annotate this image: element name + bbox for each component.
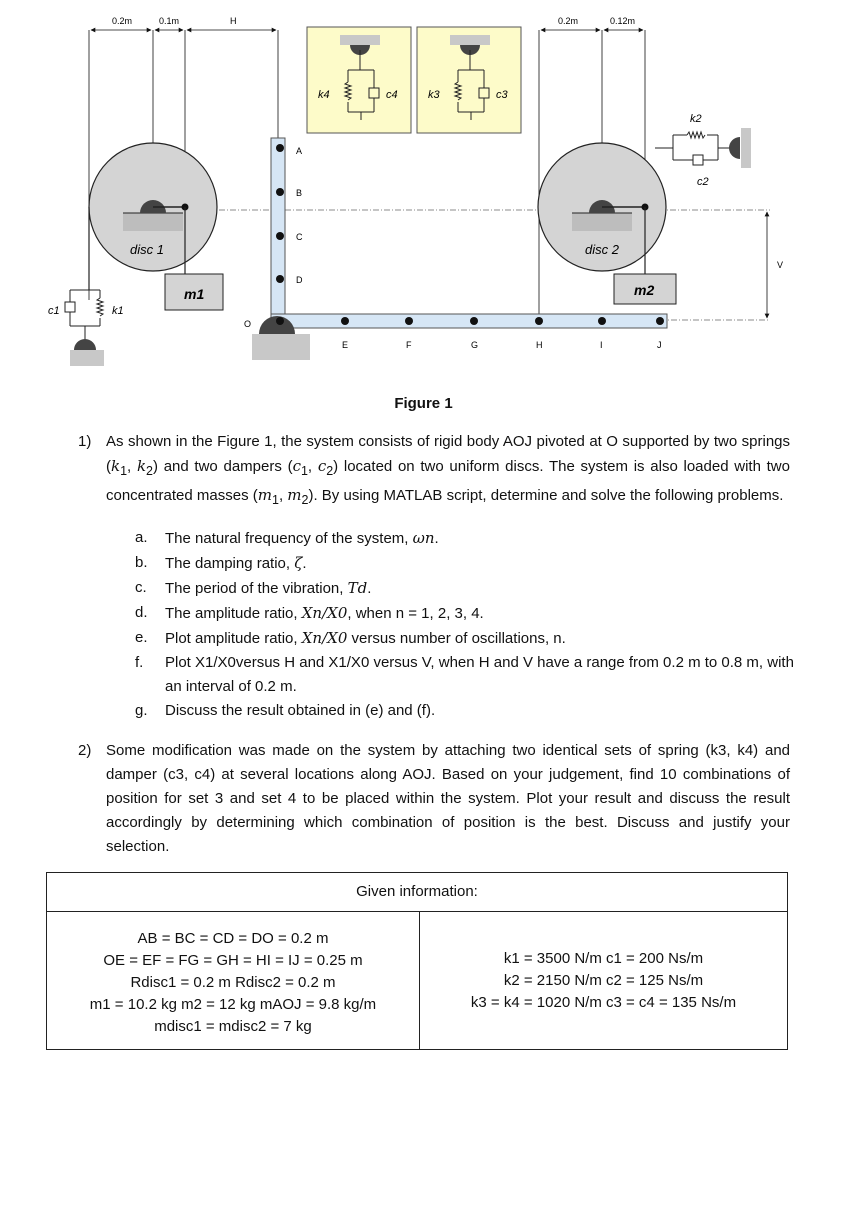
point-D: D [296, 275, 303, 285]
given-line: OE = EF = FG = GH = HI = IJ = 0.25 m [103, 952, 363, 969]
spring-k1-label: k1 [112, 305, 124, 317]
given-information-table [46, 872, 788, 1050]
item-f: f. Plot X1/X0versus H and X1/X0 versus V, when H and V have a range from 0.2 m to 0.8 m, with an interval of 0.2 m. [135, 654, 794, 695]
spring-k2-label: k2 [690, 113, 702, 125]
point-I: I [600, 340, 603, 350]
spring-set-4-box [307, 27, 411, 133]
given-stiffness-cell [420, 912, 787, 1049]
point-H: H [536, 340, 543, 350]
point-C: C [296, 232, 303, 242]
given-line: k1 = 3500 N/m c1 = 200 Ns/m [503, 950, 704, 967]
question-2-number: 2) [78, 742, 92, 759]
dim-0.1m: 0.1m [159, 16, 180, 26]
point-E: E [342, 340, 349, 350]
spring-k3-label: k3 [428, 89, 440, 101]
question-1-text: As shown in the Figure 1, the system consists of rigid body AOJ pivoted at O supported by two springs ($k_1$, $k_2$) and two dampers ($c_1$, $c_2$) located on two uniform discs. The system is also loaded with two concentrated masses ($m_1$, $m_2$). By using MATLAB script, determine and solve the following problems. [106, 433, 790, 507]
damper-c1-label: c1 [48, 305, 60, 317]
point-O: O [244, 319, 252, 329]
spring-set-3-box [417, 27, 521, 133]
question-1 [78, 430, 790, 526]
damper-c4-label: c4 [386, 89, 398, 101]
dim-H: H [230, 16, 237, 26]
question-2-text: Some modification was made on the system by attaching two identical sets of spring (k3, k4) and damper (c3, c4) at several locations along AOJ. Based on your judgement, find 10 combinations of position for set 3 and set 4 to be placed within the system. Plot your result and discuss the result accordingly by determining which combination of position is the best. Discuss and justify your selection. [106, 742, 790, 855]
point-A: A [296, 146, 303, 156]
given-line: m1 = 10.2 kg m2 = 12 kg mAOJ = 9.8 kg/m [89, 996, 377, 1013]
figure-caption: Figure 1 [394, 395, 453, 412]
dim-0.2m-left: 0.2m [112, 16, 133, 26]
item-a: a. The natural frequency of the system, ωn. [135, 529, 439, 547]
point-F: F [406, 340, 412, 350]
figure-1-diagram [0, 0, 847, 420]
spring-k2-damper-c2 [655, 132, 735, 165]
given-line: mdisc1 = mdisc2 = 7 kg [154, 1018, 312, 1035]
given-line: k3 = k4 = 1020 N/m c3 = c4 = 135 Ns/m [470, 994, 737, 1011]
given-line: k2 = 2150 N/m c2 = 125 Ns/m [503, 972, 704, 989]
given-information-header: Given information: [47, 873, 787, 912]
given-line: AB = BC = CD = DO = 0.2 m [137, 930, 329, 947]
given-geometry-cell [47, 912, 420, 1049]
point-J: J [657, 340, 662, 350]
dim-V: V [777, 260, 784, 270]
disc-1-label: disc 1 [130, 242, 164, 257]
dim-0.2m-right: 0.2m [558, 16, 579, 26]
item-g: g. Discuss the result obtained in (e) and (f). [135, 702, 436, 719]
spring-k4-label: k4 [318, 89, 330, 101]
mass-2-label: m2 [634, 282, 655, 298]
given-line: Rdisc1 = 0.2 m Rdisc2 = 0.2 m [130, 974, 336, 991]
item-d: d. The amplitude ratio, Xn/X0, when n = 1, 2, 3, 4. [135, 604, 484, 622]
item-e: e. Plot amplitude ratio, Xn/X0 versus number of oscillations, n. [135, 629, 566, 647]
item-b: b. The damping ratio, ζ. [135, 554, 307, 572]
spring-k1-damper-c1 [65, 290, 103, 340]
question-1-items [135, 526, 795, 723]
question-2 [78, 739, 790, 859]
item-c: c. The period of the vibration, Td. [135, 579, 372, 597]
question-1-number: 1) [78, 433, 92, 450]
damper-c2-label: c2 [697, 176, 709, 188]
point-G: G [471, 340, 479, 350]
dim-0.12m: 0.12m [610, 16, 636, 26]
damper-c3-label: c3 [496, 89, 508, 101]
disc-2-label: disc 2 [585, 242, 619, 257]
mass-1-label: m1 [184, 286, 205, 302]
point-B: B [296, 188, 303, 198]
